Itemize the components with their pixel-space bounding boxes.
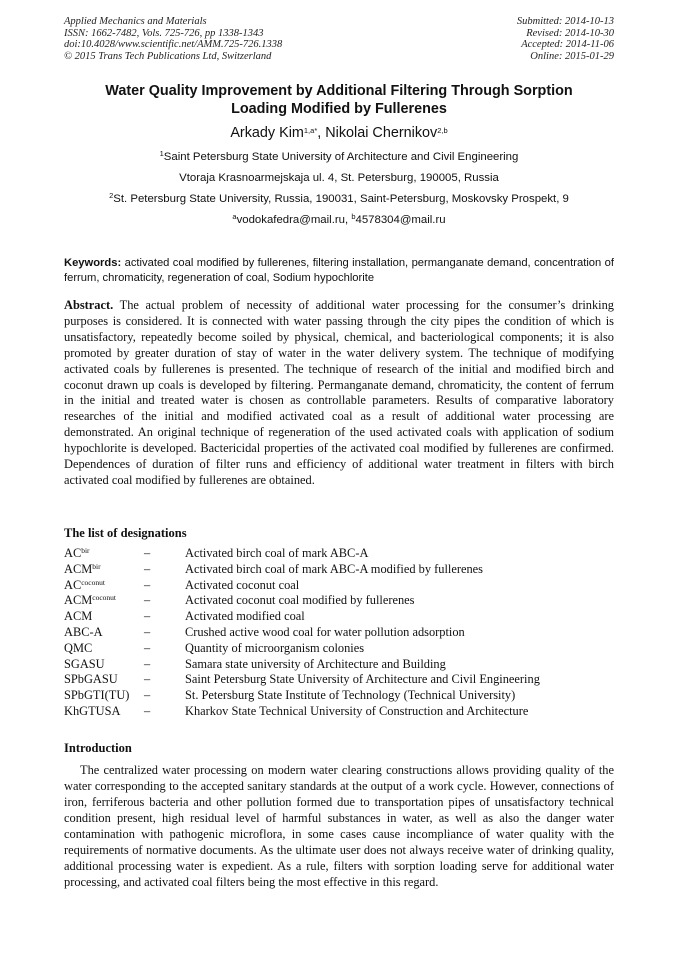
affiliation-1-address: Vtoraja Krasnoarmejskaja ul. 4, St. Petersburg, 190005, Russia — [179, 172, 499, 184]
designation-definition: Crushed active wood coal for water pollution adsorption — [185, 624, 465, 639]
date-revised: Revised: 2014-10-30 — [526, 27, 614, 39]
affiliation-1 — [64, 150, 614, 164]
journal-copyright: © 2015 Trans Tech Publications Ltd, Switzerland — [64, 50, 272, 62]
designation-symbol-text: ACM — [64, 609, 93, 624]
author-affiliation-mark: 2,b — [437, 125, 448, 135]
designation-definition: Activated birch coal of mark ABC-A — [185, 546, 369, 560]
designation-dash: – — [144, 609, 151, 624]
designation-symbol-text: QMC — [64, 640, 93, 655]
designation-symbol-superscript: coconut — [92, 593, 116, 603]
author-list — [64, 124, 614, 142]
designation-definition: Activated coconut coal — [185, 577, 300, 592]
designation-symbol-superscript: bir — [81, 545, 90, 555]
keywords — [64, 256, 614, 286]
author-name: Nikolai Chernikov — [325, 125, 438, 141]
designation-dash: – — [144, 672, 151, 687]
designation-row — [64, 562, 614, 578]
affiliation-mark: 2 — [109, 190, 114, 200]
designation-row — [64, 625, 614, 641]
date-accepted: Accepted: 2014-11-06 — [521, 39, 614, 51]
designation-symbol-text: AC — [64, 577, 82, 592]
title-line-2: Loading Modified by Fullerenes — [231, 101, 447, 117]
paper-title — [64, 82, 614, 118]
designations-list — [64, 546, 614, 720]
designation-row — [64, 657, 614, 673]
designation-definition: Activated modified coal — [185, 609, 305, 624]
designation-symbol — [64, 593, 116, 609]
designation-symbol-text: SPbGTI(TU) — [64, 688, 130, 703]
designation-symbol — [64, 578, 105, 594]
author-emails — [64, 213, 614, 227]
designation-dash: – — [144, 593, 151, 608]
designation-row — [64, 688, 614, 704]
author-affiliation-mark: 1,a* — [303, 125, 318, 135]
designation-dash: – — [144, 703, 151, 718]
designation-symbol-text: ACM — [64, 593, 93, 608]
journal-name: Applied Mechanics and Materials — [64, 16, 207, 27]
designation-dash: – — [144, 577, 151, 592]
date-submitted: Submitted: 2014-10-13 — [516, 16, 614, 27]
email-b: 4578304@mail.ru — [355, 214, 446, 226]
designation-row — [64, 704, 614, 720]
designation-dash: – — [144, 546, 151, 560]
author-separator: , — [317, 125, 326, 141]
abstract-label: Abstract. — [64, 298, 114, 312]
designation-symbol-superscript: bir — [92, 561, 101, 571]
email-mark: a — [232, 211, 237, 221]
designation-symbol — [64, 625, 103, 641]
designation-symbol — [64, 609, 92, 625]
date-online: Online: 2015-01-29 — [530, 50, 614, 62]
designation-dash: – — [144, 624, 151, 639]
author-name: Arkady Kim — [230, 125, 304, 141]
designation-definition: Activated birch coal of mark ABC-A modified by fullerenes — [185, 561, 483, 576]
designation-row — [64, 546, 614, 562]
designation-row — [64, 641, 614, 657]
designation-symbol — [64, 641, 92, 657]
introduction-heading: Introduction — [64, 741, 132, 755]
designation-row — [64, 578, 614, 594]
affiliation-mark: 1 — [159, 148, 164, 158]
designation-dash: – — [144, 561, 151, 576]
journal-issn: ISSN: 1662-7482, Vols. 725-726, pp 1338-1343 — [64, 27, 264, 39]
keywords-text: activated coal modified by fullerenes, filtering installation, permanganate demand, concentration of ferrum, chromaticity, regeneration of coal, Sodium hypochlorite — [64, 257, 614, 284]
designation-dash: – — [144, 640, 151, 655]
affiliation-text: Saint Petersburg State University of Architecture and Civil Engineering — [163, 151, 519, 163]
designation-symbol-text: SPbGASU — [64, 672, 118, 687]
designation-symbol — [64, 672, 118, 688]
designation-symbol — [64, 657, 105, 673]
designation-symbol — [64, 688, 129, 704]
dates-header — [517, 16, 614, 62]
designation-definition: Quantity of microorganism colonies — [185, 640, 365, 655]
designation-symbol — [64, 562, 101, 578]
designation-symbol-text: AC — [64, 546, 82, 560]
designation-row — [64, 593, 614, 609]
designation-symbol-text: KhGTUSA — [64, 703, 121, 718]
email-mark: b — [351, 211, 356, 221]
affiliation-2 — [64, 192, 614, 206]
title-line-1: Water Quality Improvement by Additional Filtering Through Sorption — [105, 83, 573, 99]
affiliation-text: St. Petersburg State University, Russia, 190031, Saint-Petersburg, Moskovsky Prospekt, 9 — [113, 193, 569, 205]
designation-definition: Saint Petersburg State University of Architecture and Civil Engineering — [185, 672, 540, 687]
designation-definition: St. Petersburg State Institute of Technology (Technical University) — [185, 688, 516, 703]
designation-symbol — [64, 546, 90, 562]
designations-heading: The list of designations — [64, 526, 187, 540]
abstract-text: The actual problem of necessity of additional water processing for the consumer’s drinking purposes is considered. It is connected with water passing through the city pipes the condition of which is unsatisfactory, repeatedly become soiled by physical, chemical, and bacteriological components; it is also promoted by greater duration of stay of water in the water delivery system. The technique of modifying activated coals by fullerenes is presented. The technique of research of the initial and modified birch and coconut drawn up coals is developed by filtering. Permanganate demand, chromaticity, the content of ferrum in the initial and treated water is chosen as controllable parameters. Results of comparative laboratory researches of the initial and modified activated coal as a result of additional water processing are demonstrated. An original technique of regeneration of the used activated coals with application of sodium hypochlorite is developed. Bactericidal properties of the activated coal modified by fullerenes are confirmed. Dependences of duration of filter runs and efficiency of additional water treatment in filters with birch activated coal modified by fullerenes are obtained. — [64, 298, 614, 487]
designation-definition: Activated coconut coal modified by fullerenes — [185, 593, 415, 608]
journal-doi: doi:10.4028/www.scientific.net/AMM.725-726.1338 — [64, 39, 283, 51]
keywords-label: Keywords: — [64, 257, 122, 269]
designation-dash: – — [144, 656, 151, 671]
designation-symbol-text: SGASU — [64, 656, 105, 671]
introduction-paragraph: The centralized water processing on modern water clearing constructions allows providing quality of the water corresponding to the accepted sanitary standards at the output of a work cycle. However, connections of iron, ferriferous bacteria and other pollution formed due to transportation pipes of unsatisfactory technical condition present, high residual level of harmful substances in water, as well as also the danger water contamination with pathogenic microflora, in some cases cause incompliance of water quality with the requirements of normative documents. As the ultimate user does not always receive water of drinking quality, additional processing water is expedient. As a rule, filters with sorption loading serve for additional water processing, and activated coal filters being the most effective in this regard. — [64, 763, 614, 889]
journal-header — [64, 16, 282, 62]
email-a: vodokafedra@mail.ru, — [236, 214, 352, 226]
designation-symbol-superscript: coconut — [81, 577, 105, 587]
designation-symbol-text: ACM — [64, 561, 93, 576]
designation-symbol-text: ABC-A — [64, 624, 103, 639]
designation-symbol — [64, 704, 120, 720]
designation-dash: – — [144, 688, 151, 703]
designation-definition: Samara state university of Architecture and Building — [185, 656, 446, 671]
abstract — [64, 298, 614, 489]
designation-row — [64, 672, 614, 688]
designation-row — [64, 609, 614, 625]
designation-definition: Kharkov State Technical University of Construction and Architecture — [185, 703, 529, 718]
